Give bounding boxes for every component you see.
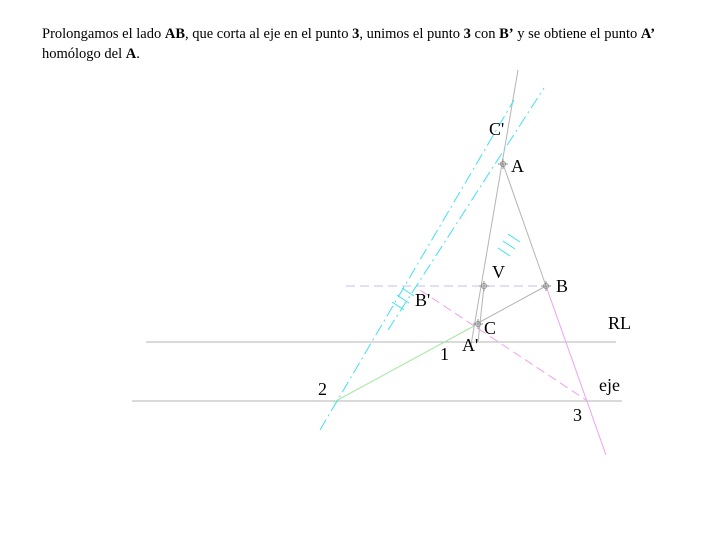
label-eje: eje	[599, 375, 620, 395]
line-through-a-c	[471, 70, 518, 345]
label-3: 3	[573, 405, 582, 425]
line-2-to-1	[334, 326, 474, 402]
extension-ab	[546, 286, 606, 455]
label-c: C	[484, 318, 497, 338]
caption: Prolongamos el lado AB, que corta al eje en el punto 3, unimos el punto 3 con B’ y se obtiene el punto A’ homólogo del A.	[42, 26, 656, 62]
marker-a	[498, 159, 508, 169]
label-c-prime: C'	[489, 119, 505, 139]
label-a: A	[511, 156, 524, 176]
label-rl: RL	[608, 313, 632, 333]
label-b-prime: B'	[415, 290, 431, 310]
parallel-marks-upper	[498, 234, 520, 256]
marker-b	[541, 281, 551, 291]
marker-c	[473, 319, 483, 329]
label-b: B	[556, 276, 569, 296]
label-v: V	[492, 262, 505, 282]
label-1: 1	[440, 344, 449, 364]
label-2: 2	[318, 379, 327, 399]
label-a-prime: A'	[462, 335, 479, 355]
side-a-b	[503, 164, 546, 286]
